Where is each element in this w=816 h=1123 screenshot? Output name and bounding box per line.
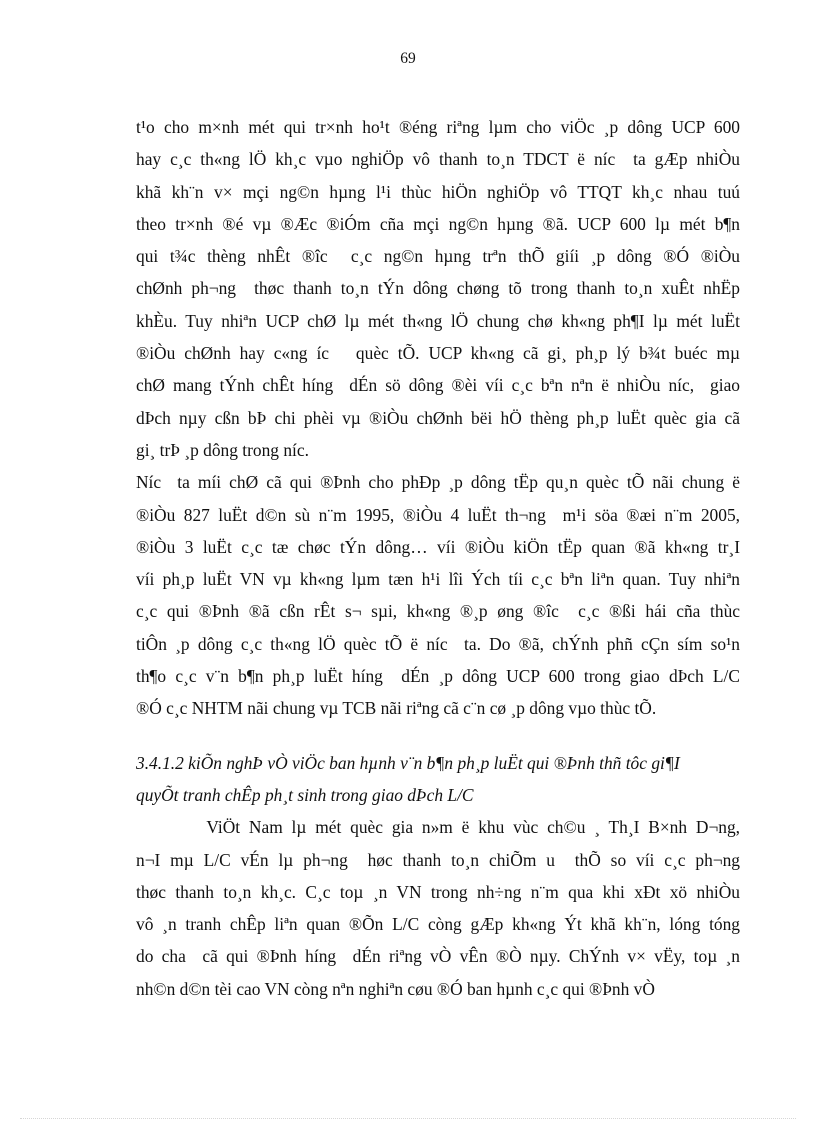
heading-line: 3.4.1.2 kiÕn nghÞ vÒ viÖc ban hµnh v¨n b¶n ph¸p luËt qui ®Þnh thñ tôc gi¶I [136,752,680,773]
text-line: khÈu. Tuy nhiªn UCP chØ lµ mét th«ng lÖ chung chø kh«ng ph¶I lµ mét luËt [136,310,740,331]
text-line: ®iÒu 3 luËt c¸c tæ chøc tÝn dông… víi ®iÒu kiÖn tËp quan ®ã kh«ng tr¸I [136,536,740,557]
text-line: chØ mang tÝnh chÊt híng dÉn sö dông ®èi víi c¸c bªn nªn ë nhiÒu níc, giao [136,375,740,396]
text-line: ®Ó c¸c NHTM nãi chung vµ TCB nãi riªng cã c¨n cø ¸p dông vµo thùc tÕ. [136,698,657,719]
text-line: víi ph¸p luËt VN vµ kh«ng lµm tæn h¹i lîi Ých tíi c¸c bªn liªn quan. Tuy nhiªn [136,569,740,590]
text-line: do cha cã qui ®Þnh híng dÉn riªng vÒ vÊn ®Ò nµy. ChÝnh v× vËy, toµ ¸n [136,946,740,967]
text-line: ViÖt Nam lµ mét quèc gia n»m ë khu vùc ch©u ¸ Th¸I B×nh D¬ng, [136,817,740,838]
page-number: 69 [400,50,416,67]
document-body [136,111,740,1005]
text-line: vô ¸n tranh chÊp liªn quan ®Õn L/C còng gÆp kh«ng Ýt khã kh¨n, lóng tóng [136,914,740,935]
text-line: ®iÒu 827 luËt d©n sù n¨m 1995, ®iÒu 4 luËt th¬ng m¹i söa ®æi n¨m 2005, [136,504,740,525]
text-line: chØnh ph¬ng thøc thanh to¸n tÝn dông chøng tõ trong thanh to¸n xuÊt nhËp [136,278,740,299]
text-line: Níc ta míi chØ cã qui ®Þnh cho phÐp ¸p dông tËp qu¸n quèc tÕ nãi chung ë [136,472,740,493]
text-line: qui t¾c thèng nhÊt ®îc c¸c ng©n hµng trªn thÕ giíi ¸p dông ®Ó ®iÒu [136,246,740,267]
paragraph-2 [136,466,740,724]
text-line: nh©n d©n tèi cao VN còng nªn nghiªn cøu ®Ó ban hµnh c¸c qui ®Þnh vÒ [136,978,655,999]
text-line: theo tr×nh ®é vµ ®Æc ®iÓm cña mçi ng©n hµng ®ã. UCP 600 lµ mét b¶n [136,213,740,234]
text-line: t¹o cho m×nh mét qui tr×nh ho¹t ®éng riªng lµm cho viÖc ¸p dông UCP 600 [136,117,740,137]
text-line: c¸c qui ®Þnh ®ã cßn rÊt s¬ sµi, kh«ng ®¸p øng ®îc c¸c ®ßi hái cña thùc [136,601,740,622]
text-line: thøc thanh to¸n kh¸c. C¸c toµ ¸n VN trong nh÷ng n¨m qua khi xÐt xö nhiÒu [136,881,740,902]
page-bottom-divider [20,1118,796,1119]
text-line: hay c¸c th«ng lÖ kh¸c vµo nghiÖp vô thanh to¸n TDCT ë níc ta gÆp nhiÒu [136,149,740,170]
text-line: n¬I mµ L/C vÉn lµ ph¬ng høc thanh to¸n chiÕm u thÕ so víi c¸c ph¬ng [136,849,740,870]
section-heading [136,747,740,812]
paragraph-1 [136,111,740,466]
paragraph-3 [136,811,740,1005]
text-line: tiÔn ¸p dông c¸c th«ng lÖ quèc tÕ ë níc ta. Do ®ã, chÝnh phñ cÇn sím so¹n [136,633,740,654]
text-line: th¶o c¸c v¨n b¶n ph¸p luËt híng dÉn ¸p dông UCP 600 trong giao dÞch L/C [136,666,740,687]
text-line: khã kh¨n v× mçi ng©n hµng l¹i thùc hiÖn nghiÖp vô TTQT kh¸c nhau tuú [136,181,740,202]
text-line: ®iÒu chØnh hay c«ng íc quèc tÕ. UCP kh«ng cã gi¸ ph¸p lý b¾t buéc mµ [136,343,740,364]
text-line: dÞch nµy cßn bÞ chi phèi vµ ®iÒu chØnh bëi hÖ thèng ph¸p luËt quèc gia cã [136,407,740,428]
text-line: gi¸ trÞ ¸p dông trong níc. [136,439,309,460]
heading-line: quyÕt tranh chÊp ph¸t sinh trong giao dÞch L/C [136,784,474,805]
